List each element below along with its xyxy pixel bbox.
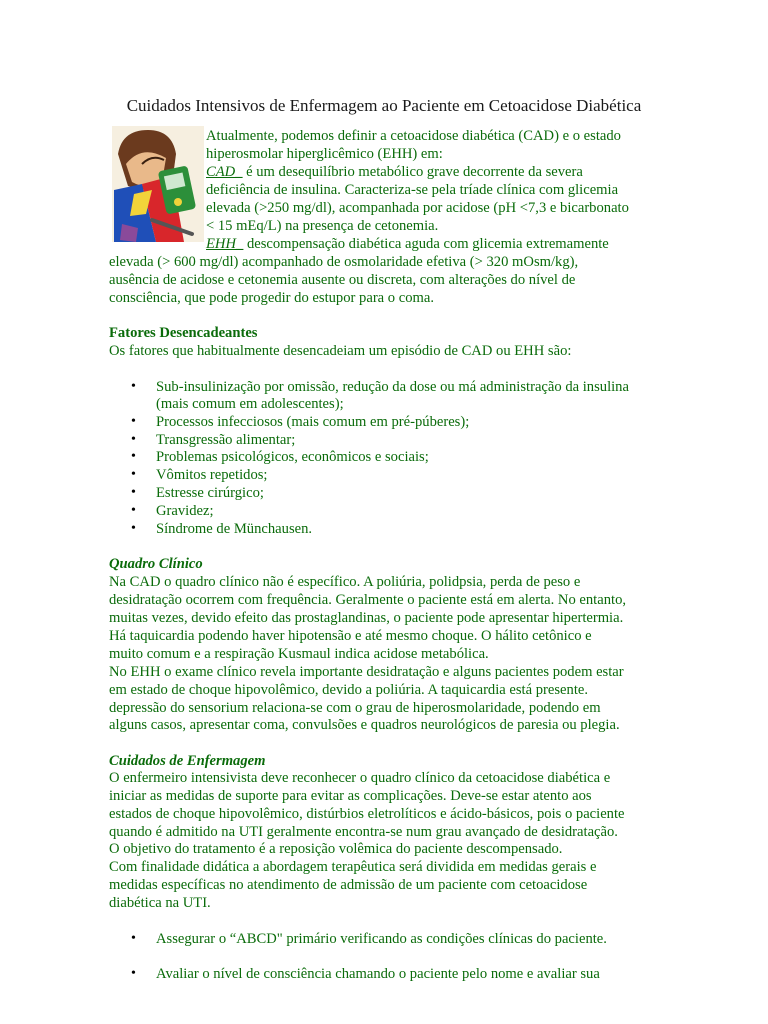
intro-line xyxy=(206,163,583,181)
bullet-icon: • xyxy=(131,467,136,482)
ehh-term: EHH_ xyxy=(206,236,244,252)
list-item: Síndrome de Münchausen. xyxy=(156,521,313,537)
cad-term: CAD_ xyxy=(206,164,243,180)
list-item: Avaliar o nível de consciência chamando o paciente pelo nome e avaliar sua xyxy=(156,966,600,982)
intro-line: < 15 mEq/L) na presença de cetonemia. xyxy=(206,218,439,234)
paragraph-line: desidratação ocorrem com frequência. Geralmente o paciente está em alerta. No entanto, xyxy=(109,592,627,608)
paragraph-line: O enfermeiro intensivista deve reconhecer o quadro clínico da cetoacidose diabética e xyxy=(109,770,611,786)
list-item: (mais comum em adolescentes); xyxy=(156,396,344,412)
paragraph-line: quando é admitido na UTI geralmente encontra-se num grau avançado de desidratação. xyxy=(109,824,618,840)
section-heading: Fatores Desencadeantes xyxy=(109,325,258,341)
intro-line xyxy=(206,235,609,253)
intro-line: elevada (> 600 mg/dl) acompanhado de osmolaridade efetiva (> 320 mOsm/kg), xyxy=(109,254,579,270)
list-item: Problemas psicológicos, econômicos e sociais; xyxy=(156,449,429,465)
intro-line: ausência de acidose e cetonemia ausente ou discreta, com alterações do nível de xyxy=(109,272,576,288)
bullet-icon: • xyxy=(131,966,136,981)
paragraph-line: Há taquicardia podendo haver hipotensão e até mesmo choque. O hálito cetônico e xyxy=(109,628,592,644)
bullet-icon: • xyxy=(131,485,136,500)
bullet-icon: • xyxy=(131,449,136,464)
ehh-definition: descompensação diabética aguda com glicemia extremamente xyxy=(243,236,609,252)
intro-line: deficiência de insulina. Caracteriza-se pela tríade clínica com glicemia xyxy=(206,182,619,198)
page-title: Cuidados Intensivos de Enfermagem ao Paciente em Cetoacidose Diabética xyxy=(126,96,642,115)
paragraph-line: alguns casos, apresentar coma, convulsões e quadros neurológicos de paresia ou plegia. xyxy=(109,717,620,733)
paragraph-line: diabética na UTI. xyxy=(109,895,211,911)
list-item: Assegurar o “ABCD" primário verificando as condições clínicas do paciente. xyxy=(156,931,607,947)
bullet-icon: • xyxy=(131,931,136,946)
paragraph-line: medidas específicas no atendimento de admissão de um paciente com cetoacidose xyxy=(109,877,588,893)
list-item: Transgressão alimentar; xyxy=(156,432,296,448)
intro-line: consciência, que pode progedir do estupor para o coma. xyxy=(109,290,434,306)
bullet-icon: • xyxy=(131,379,136,394)
intro-line: Atualmente, podemos definir a cetoacidose diabética (CAD) e o estado xyxy=(206,128,621,144)
section-heading: Quadro Clínico xyxy=(109,556,203,572)
list-item: Processos infecciosos (mais comum em pré-púberes); xyxy=(156,414,470,430)
list-item: Gravidez; xyxy=(156,503,214,519)
section-intro: Os fatores que habitualmente desencadeiam um episódio de CAD ou EHH são: xyxy=(109,343,572,359)
paragraph-line: iniciar as medidas de suporte para evitar as complicações. Deve-se estar atento aos xyxy=(109,788,592,804)
paragraph-line: muito comum e a respiração Kusmaul indica acidose metabólica. xyxy=(109,646,489,662)
paragraph-line: em estado de choque hipovolêmico, devido a poliúria. A taquicardia está presente. xyxy=(109,682,589,698)
list-item: Vômitos repetidos; xyxy=(156,467,268,483)
bullet-icon: • xyxy=(131,503,136,518)
paragraph-line: O objetivo do tratamento é a reposição volêmica do paciente descompensado. xyxy=(109,841,563,857)
paragraph-line: muitas vezes, devido efeito das prostaglandinas, o paciente pode apresentar hipertermia. xyxy=(109,610,624,626)
paragraph-line: Com finalidade didática a abordagem terapêutica será dividida em medidas gerais e xyxy=(109,859,597,875)
list-item: Estresse cirúrgico; xyxy=(156,485,264,501)
section-heading: Cuidados de Enfermagem xyxy=(109,753,266,769)
paragraph-line: estados de choque hipovolêmico, distúrbios eletrolíticos e ácido-básicos, pois o paciente xyxy=(109,806,625,822)
list-item: Sub-insulinização por omissão, redução da dose ou má administração da insulina xyxy=(156,379,629,395)
paragraph-line: depressão do sensorium relaciona-se com o grau de hiperosmolaridade, podendo em xyxy=(109,700,601,716)
intro-line: hiperosmolar hiperglicêmico (EHH) em: xyxy=(206,146,443,162)
paragraph-line: No EHH o exame clínico revela importante desidratação e alguns pacientes podem estar xyxy=(109,664,624,680)
bullet-icon: • xyxy=(131,521,136,536)
paragraph-line: Na CAD o quadro clínico não é específico. A poliúria, polidpsia, perda de peso e xyxy=(109,574,581,590)
cad-definition: é um desequilíbrio metabólico grave decorrente da severa xyxy=(242,164,583,180)
bullet-icon: • xyxy=(131,432,136,447)
bullet-icon: • xyxy=(131,414,136,429)
intro-line: elevada (>250 mg/dl), acompanhada por acidose (pH <7,3 e bicarbonato xyxy=(206,200,629,216)
nurse-glucose-meter-clipart xyxy=(112,124,204,242)
